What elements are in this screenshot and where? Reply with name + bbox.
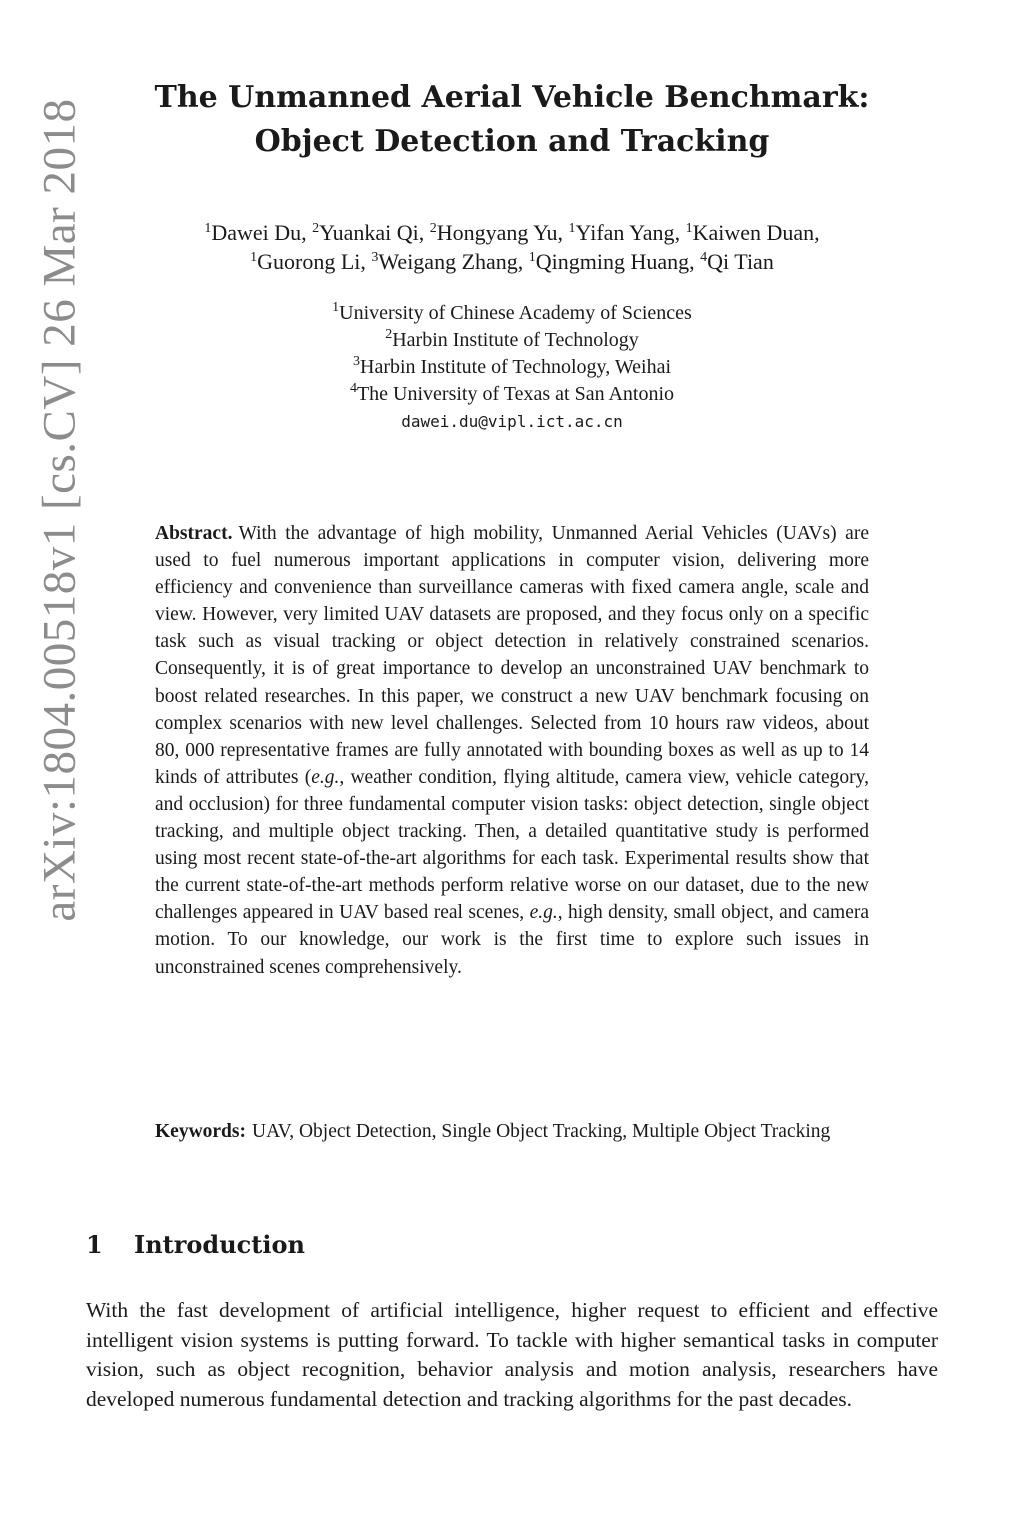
author: $^2$Hongyang Yu <box>429 220 558 245</box>
keywords-text: UAV, Object Detection, Single Object Tracking, Multiple Object Tracking <box>252 1121 831 1142</box>
abstract-text-part-3: , high density, small object, and camera motion. To our knowledge, our work is the first time to explore such issues in unconstrained scenes comprehensively. <box>155 902 869 978</box>
section-title: Introduction <box>134 1230 305 1259</box>
introduction-paragraph: With the fast development of artificial intelligence, higher request to efficient and effective intelligent vision systems is putting forward. To tackle with higher semantical tasks in computer vision, such as object recognition, behavior analysis and motion analysis, researchers have developed numerous fundamental detection and tracking algorithms for the past decades. <box>86 1298 938 1411</box>
affiliation: $^2$Harbin Institute of Technology <box>385 327 639 351</box>
affiliation: $^1$University of Chinese Academy of Sciences <box>332 300 692 324</box>
author-line-2: $^1$Guorong Li, $^3$Weigang Zhang, $^1$Qingming Huang, $^4$Qi Tian <box>250 249 774 274</box>
abstract-eg-2: e.g. <box>529 902 558 924</box>
abstract-text-part-2: , weather condition, flying altitude, camera view, vehicle category, and occlusion) for three fundamental computer vision tasks: object detection, single object tracking, and multiple object tracking. Then, a detailed quantitative study is performed using most recent state-of-the-art algorithms for each task. Experimental results show that the current state-of-the-art methods perform relative worse on our dataset, due to the new challenges appeared in UAV based real scenes, <box>155 766 869 924</box>
affiliation: $^3$Harbin Institute of Technology, Weihai <box>353 354 671 378</box>
arxiv-identifier-stamp <box>30 70 90 950</box>
author-list <box>110 218 914 276</box>
author-line-1: $^1$Dawei Du, $^2$Yuankai Qi, $^2$Hongyang Yu, $^1$Yifan Yang, $^1$Kaiwen Duan, <box>204 220 820 245</box>
author: $^1$Dawei Du <box>204 220 302 245</box>
abstract <box>155 520 869 981</box>
author: $^2$Yuankai Qi <box>312 220 419 245</box>
arxiv-identifier-text: arXiv:1804.00518v1 [cs.CV] 26 Mar 2018 <box>34 98 86 922</box>
keywords-label: Keywords: <box>155 1121 246 1142</box>
abstract-label: Abstract. <box>155 523 233 544</box>
title-line-2: Object Detection and Tracking <box>254 124 770 159</box>
section-number: 1 <box>86 1230 103 1259</box>
author: $^1$Guorong Li <box>250 249 361 274</box>
affiliation: $^4$The University of Texas at San Antonio <box>349 381 675 405</box>
author: $^1$Yifan Yang <box>568 220 675 245</box>
abstract-eg-1: e.g. <box>311 766 340 788</box>
paper-title <box>120 76 904 164</box>
author: $^1$Kaiwen Duan <box>685 220 815 245</box>
section-heading-introduction <box>86 1228 305 1262</box>
title-line-1: The Unmanned Aerial Vehicle Benchmark: <box>154 80 870 115</box>
author: $^1$Qingming Huang <box>528 249 690 274</box>
abstract-text-part-1: With the advantage of high mobility, Unmanned Aerial Vehicles (UAVs) are used to fuel numerous important applications in computer vision, delivering more efficiency and convenience than surveillance cameras with fixed camera angle, scale and view. However, very limited UAV datasets are proposed, and they focus only on a specific task such as visual tracking or object detection in relatively constrained scenarios. Consequently, it is of great importance to develop an unconstrained UAV benchmark to boost related researches. In this paper, we construct a new UAV benchmark focusing on complex scenarios with new level challenges. Selected from 10 hours raw videos, about 80, 000 representative frames are fully annotated with bounding boxes as well as up to 14 kinds of attributes ( <box>155 523 869 788</box>
contact-email: dawei.du@vipl.ict.ac.cn <box>401 412 623 431</box>
author: $^4$Qi Tian <box>700 249 774 274</box>
affiliation-list <box>110 300 914 435</box>
keywords <box>155 1118 869 1145</box>
author: $^3$Weigang Zhang <box>371 249 518 274</box>
